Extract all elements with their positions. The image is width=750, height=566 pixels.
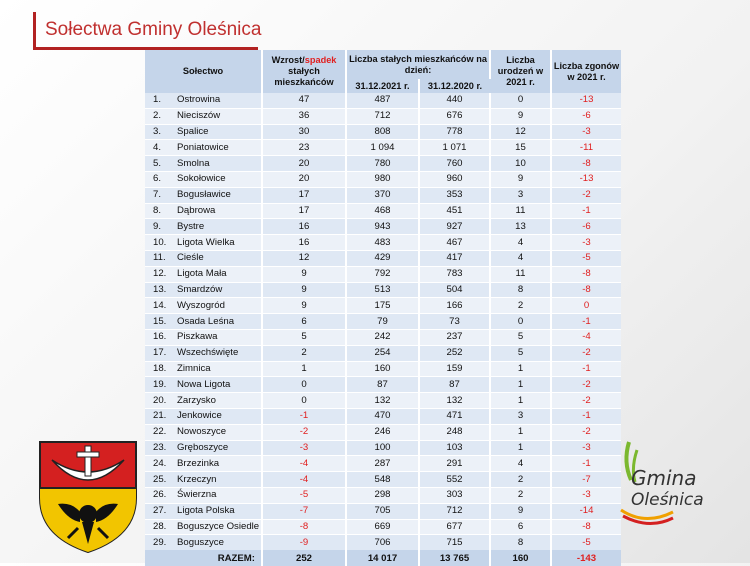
row-deaths: -2 <box>551 393 621 409</box>
row-number: 24. <box>153 457 167 469</box>
row-solectwo-cell <box>145 298 262 314</box>
row-deaths: -5 <box>551 250 621 266</box>
row-number: 5. <box>153 157 162 169</box>
table-row <box>145 519 621 535</box>
row-growth: 9 <box>262 266 346 282</box>
row-residents-2021: 780 <box>346 156 419 172</box>
row-growth: 47 <box>262 93 346 108</box>
row-deaths: -13 <box>551 93 621 108</box>
row-residents-2021: 669 <box>346 519 419 535</box>
title-frame <box>33 12 262 50</box>
row-growth: 5 <box>262 329 346 345</box>
row-deaths: -6 <box>551 108 621 124</box>
row-growth: 23 <box>262 140 346 156</box>
row-residents-2020: 1 071 <box>419 140 490 156</box>
row-residents-2021: 298 <box>346 487 419 503</box>
row-name: Krzeczyn <box>177 473 217 485</box>
row-births: 2 <box>490 472 551 488</box>
row-name: Ligota Wielka <box>177 236 235 248</box>
row-births: 4 <box>490 456 551 472</box>
row-residents-2020: 471 <box>419 408 490 424</box>
row-number: 21. <box>153 410 167 422</box>
row-number: 13. <box>153 283 167 295</box>
row-name: Piszkawa <box>177 331 218 343</box>
row-residents-2021: 132 <box>346 393 419 409</box>
table-row <box>145 377 621 393</box>
row-number: 11. <box>153 252 166 264</box>
totals-row <box>145 550 621 566</box>
row-residents-2021: 242 <box>346 329 419 345</box>
row-number: 27. <box>153 505 167 517</box>
row-name: Ligota Polska <box>177 505 235 517</box>
row-deaths: -6 <box>551 219 621 235</box>
row-births: 6 <box>490 519 551 535</box>
row-residents-2020: 676 <box>419 108 490 124</box>
row-births: 5 <box>490 329 551 345</box>
row-births: 0 <box>490 314 551 330</box>
row-growth: 12 <box>262 250 346 266</box>
table-row <box>145 108 621 124</box>
row-births: 0 <box>490 93 551 108</box>
row-name: Sokołowice <box>177 173 226 185</box>
row-name: Nowoszyce <box>177 426 227 438</box>
row-deaths: -1 <box>551 408 621 424</box>
row-residents-2020: 715 <box>419 535 490 550</box>
totals-2020: 13 765 <box>419 550 490 566</box>
row-residents-2020: 927 <box>419 219 490 235</box>
row-births: 1 <box>490 424 551 440</box>
header-date-2020: 31.12.2020 r. <box>419 79 490 93</box>
table-row <box>145 93 621 108</box>
row-deaths: -3 <box>551 235 621 251</box>
header-births: Liczba urodzeń w 2021 r. <box>490 50 551 93</box>
row-deaths: -1 <box>551 456 621 472</box>
row-name: Zimnica <box>177 362 211 374</box>
row-deaths: 0 <box>551 298 621 314</box>
row-name: Boguszyce <box>177 536 224 548</box>
row-number: 15. <box>153 315 167 327</box>
row-number: 25. <box>153 473 167 485</box>
row-births: 11 <box>490 203 551 219</box>
row-residents-2020: 166 <box>419 298 490 314</box>
row-number: 4. <box>153 141 162 153</box>
table-row <box>145 535 621 550</box>
row-name: Brzezinka <box>177 457 220 469</box>
row-growth: 16 <box>262 219 346 235</box>
table-row <box>145 187 621 203</box>
row-name: Wszechświęte <box>177 347 239 359</box>
row-residents-2020: 778 <box>419 124 490 140</box>
row-residents-2020: 417 <box>419 250 490 266</box>
table-row <box>145 250 621 266</box>
row-deaths: -8 <box>551 156 621 172</box>
row-residents-2020: 248 <box>419 424 490 440</box>
row-name: Nieciszów <box>177 110 221 122</box>
row-births: 9 <box>490 108 551 124</box>
header-growth-pre: Wzrost/ <box>271 55 305 65</box>
row-deaths: -13 <box>551 171 621 187</box>
header-date-2021: 31.12.2021 r. <box>346 79 419 93</box>
row-solectwo-cell <box>145 487 262 503</box>
totals-growth: 252 <box>262 550 346 566</box>
row-name: Nowa Ligota <box>177 378 231 390</box>
solectwa-table <box>145 50 621 566</box>
row-residents-2020: 87 <box>419 377 490 393</box>
data-table-container <box>145 50 621 564</box>
table-row <box>145 171 621 187</box>
coat-of-arms-icon <box>38 440 138 554</box>
row-growth: 30 <box>262 124 346 140</box>
logo-text-gmina: Gmina <box>631 466 697 490</box>
row-residents-2021: 287 <box>346 456 419 472</box>
totals-2021: 14 017 <box>346 550 419 566</box>
row-residents-2020: 451 <box>419 203 490 219</box>
row-residents-2021: 246 <box>346 424 419 440</box>
row-deaths: -3 <box>551 440 621 456</box>
row-births: 1 <box>490 440 551 456</box>
row-number: 12. <box>153 268 167 280</box>
row-residents-2020: 440 <box>419 93 490 108</box>
row-residents-2021: 87 <box>346 377 419 393</box>
row-number: 28. <box>153 520 167 532</box>
row-residents-2021: 160 <box>346 361 419 377</box>
row-residents-2021: 483 <box>346 235 419 251</box>
row-births: 1 <box>490 377 551 393</box>
row-name: Bystre <box>177 220 205 232</box>
table-row <box>145 235 621 251</box>
row-number: 29. <box>153 536 167 548</box>
row-births: 8 <box>490 535 551 550</box>
row-growth: 9 <box>262 282 346 298</box>
row-residents-2021: 468 <box>346 203 419 219</box>
row-number: 1. <box>153 94 162 106</box>
row-births: 5 <box>490 345 551 361</box>
row-solectwo-cell <box>145 377 262 393</box>
row-residents-2020: 291 <box>419 456 490 472</box>
row-name: Smardzów <box>177 283 223 295</box>
row-number: 2. <box>153 110 162 122</box>
row-residents-2021: 370 <box>346 187 419 203</box>
row-residents-2021: 470 <box>346 408 419 424</box>
row-deaths: -2 <box>551 345 621 361</box>
row-growth: -3 <box>262 440 346 456</box>
row-growth: -5 <box>262 487 346 503</box>
row-name: Boguszyce Osiedle <box>177 520 260 532</box>
logo-text-olesnica: Oleśnica <box>631 490 704 510</box>
row-solectwo-cell <box>145 187 262 203</box>
table-row <box>145 487 621 503</box>
row-residents-2020: 252 <box>419 345 490 361</box>
row-residents-2020: 712 <box>419 503 490 519</box>
row-number: 9. <box>153 220 162 232</box>
row-solectwo-cell <box>145 282 262 298</box>
table-row <box>145 156 621 172</box>
row-births: 3 <box>490 187 551 203</box>
row-residents-2020: 237 <box>419 329 490 345</box>
row-name: Zarzysko <box>177 394 216 406</box>
row-residents-2021: 100 <box>346 440 419 456</box>
row-name: Wyszogród <box>177 299 225 311</box>
row-name: Gręboszyce <box>177 441 229 453</box>
row-solectwo-cell <box>145 171 262 187</box>
table-row <box>145 361 621 377</box>
row-residents-2021: 487 <box>346 93 419 108</box>
row-residents-2020: 467 <box>419 235 490 251</box>
row-deaths: -1 <box>551 203 621 219</box>
row-number: 18. <box>153 362 167 374</box>
row-solectwo-cell <box>145 503 262 519</box>
table-row <box>145 140 621 156</box>
row-solectwo-cell <box>145 124 262 140</box>
table-row <box>145 124 621 140</box>
row-solectwo-cell <box>145 361 262 377</box>
row-solectwo-cell <box>145 108 262 124</box>
row-residents-2021: 513 <box>346 282 419 298</box>
row-growth: -9 <box>262 535 346 550</box>
row-deaths: -3 <box>551 487 621 503</box>
row-deaths: -2 <box>551 187 621 203</box>
row-name: Spalice <box>177 125 209 137</box>
row-growth: -7 <box>262 503 346 519</box>
row-deaths: -2 <box>551 424 621 440</box>
row-number: 23. <box>153 441 167 453</box>
row-deaths: -5 <box>551 535 621 550</box>
row-residents-2021: 79 <box>346 314 419 330</box>
row-residents-2020: 103 <box>419 440 490 456</box>
row-solectwo-cell <box>145 329 262 345</box>
row-deaths: -14 <box>551 503 621 519</box>
row-number: 14. <box>153 299 167 311</box>
row-name: Dąbrowa <box>177 204 216 216</box>
row-solectwo-cell <box>145 440 262 456</box>
row-births: 2 <box>490 298 551 314</box>
row-deaths: -7 <box>551 472 621 488</box>
row-solectwo-cell <box>145 519 262 535</box>
row-name: Jenkowice <box>177 410 222 422</box>
row-number: 6. <box>153 173 162 185</box>
row-solectwo-cell <box>145 140 262 156</box>
table-row <box>145 424 621 440</box>
row-deaths: -8 <box>551 266 621 282</box>
header-deaths: Liczba zgonów w 2021 r. <box>551 50 621 93</box>
gmina-logo <box>615 440 730 530</box>
table-row <box>145 266 621 282</box>
row-births: 15 <box>490 140 551 156</box>
row-name: Poniatowice <box>177 141 229 153</box>
row-deaths: -8 <box>551 519 621 535</box>
row-growth: 20 <box>262 171 346 187</box>
row-births: 9 <box>490 171 551 187</box>
row-residents-2020: 73 <box>419 314 490 330</box>
header-solectwo: Sołectwo <box>145 50 262 93</box>
row-deaths: -1 <box>551 314 621 330</box>
row-number: 3. <box>153 125 162 137</box>
row-number: 7. <box>153 189 162 201</box>
table-row <box>145 393 621 409</box>
row-residents-2020: 353 <box>419 187 490 203</box>
row-name: Świerzna <box>177 489 217 501</box>
row-growth: -2 <box>262 424 346 440</box>
row-deaths: -4 <box>551 329 621 345</box>
row-number: 10. <box>153 236 167 248</box>
header-residents-group: Liczba stałych mieszkańców na dzień: <box>346 50 490 79</box>
row-births: 11 <box>490 266 551 282</box>
page-title: Sołectwa Gminy Oleśnica <box>45 19 262 40</box>
row-residents-2020: 552 <box>419 472 490 488</box>
row-births: 4 <box>490 235 551 251</box>
row-name: Ostrowina <box>177 94 221 106</box>
table-row <box>145 408 621 424</box>
row-residents-2021: 792 <box>346 266 419 282</box>
row-solectwo-cell <box>145 156 262 172</box>
header-growth-post: stałych mieszkańców <box>274 66 334 87</box>
row-growth: -1 <box>262 408 346 424</box>
row-births: 10 <box>490 156 551 172</box>
row-growth: 6 <box>262 314 346 330</box>
table-row <box>145 329 621 345</box>
row-births: 8 <box>490 282 551 298</box>
row-residents-2021: 705 <box>346 503 419 519</box>
table-body <box>145 93 621 550</box>
row-growth: 0 <box>262 377 346 393</box>
row-growth: -8 <box>262 519 346 535</box>
row-solectwo-cell <box>145 266 262 282</box>
row-solectwo-cell <box>145 535 262 550</box>
table-row <box>145 298 621 314</box>
table-row <box>145 345 621 361</box>
row-residents-2021: 1 094 <box>346 140 419 156</box>
row-residents-2020: 677 <box>419 519 490 535</box>
row-solectwo-cell <box>145 250 262 266</box>
row-name: Smolna <box>177 157 210 169</box>
row-number: 20. <box>153 394 167 406</box>
row-residents-2021: 980 <box>346 171 419 187</box>
row-deaths: -2 <box>551 377 621 393</box>
row-births: 1 <box>490 393 551 409</box>
row-solectwo-cell <box>145 456 262 472</box>
row-name: Bogusławice <box>177 189 231 201</box>
row-residents-2021: 429 <box>346 250 419 266</box>
row-number: 19. <box>153 378 167 390</box>
row-deaths: -3 <box>551 124 621 140</box>
row-growth: -4 <box>262 472 346 488</box>
row-solectwo-cell <box>145 424 262 440</box>
row-number: 8. <box>153 204 162 216</box>
table-row <box>145 203 621 219</box>
row-deaths: -1 <box>551 361 621 377</box>
table-row <box>145 472 621 488</box>
row-residents-2020: 303 <box>419 487 490 503</box>
row-solectwo-cell <box>145 203 262 219</box>
row-births: 9 <box>490 503 551 519</box>
table-row <box>145 456 621 472</box>
row-number: 26. <box>153 489 167 501</box>
row-growth: 17 <box>262 203 346 219</box>
row-residents-2020: 760 <box>419 156 490 172</box>
row-births: 12 <box>490 124 551 140</box>
row-solectwo-cell <box>145 472 262 488</box>
header-growth-red: spadek <box>304 55 337 65</box>
row-births: 4 <box>490 250 551 266</box>
row-births: 1 <box>490 361 551 377</box>
row-solectwo-cell <box>145 93 262 108</box>
row-births: 13 <box>490 219 551 235</box>
row-residents-2021: 548 <box>346 472 419 488</box>
table-row <box>145 503 621 519</box>
totals-births: 160 <box>490 550 551 566</box>
row-number: 16. <box>153 331 167 343</box>
row-growth: 9 <box>262 298 346 314</box>
row-residents-2021: 808 <box>346 124 419 140</box>
row-growth: 1 <box>262 361 346 377</box>
row-growth: 36 <box>262 108 346 124</box>
row-residents-2020: 504 <box>419 282 490 298</box>
row-residents-2021: 706 <box>346 535 419 550</box>
row-name: Ligota Mała <box>177 268 227 280</box>
row-solectwo-cell <box>145 219 262 235</box>
row-deaths: -11 <box>551 140 621 156</box>
header-growth <box>262 50 346 93</box>
row-residents-2021: 175 <box>346 298 419 314</box>
row-growth: 0 <box>262 393 346 409</box>
totals-label: RAZEM: <box>145 550 262 566</box>
row-solectwo-cell <box>145 235 262 251</box>
row-growth: -4 <box>262 456 346 472</box>
row-name: Osada Leśna <box>177 315 235 327</box>
row-residents-2021: 254 <box>346 345 419 361</box>
row-residents-2020: 960 <box>419 171 490 187</box>
row-residents-2020: 159 <box>419 361 490 377</box>
row-solectwo-cell <box>145 393 262 409</box>
table-row <box>145 314 621 330</box>
totals-deaths: -143 <box>551 550 621 566</box>
row-births: 3 <box>490 408 551 424</box>
row-growth: 16 <box>262 235 346 251</box>
table-row <box>145 440 621 456</box>
row-residents-2020: 783 <box>419 266 490 282</box>
row-births: 2 <box>490 487 551 503</box>
table-row <box>145 219 621 235</box>
row-residents-2021: 712 <box>346 108 419 124</box>
row-residents-2021: 943 <box>346 219 419 235</box>
row-number: 17. <box>153 347 167 359</box>
row-number: 22. <box>153 426 167 438</box>
table-row <box>145 282 621 298</box>
row-deaths: -8 <box>551 282 621 298</box>
row-growth: 20 <box>262 156 346 172</box>
row-name: Cieśle <box>177 252 204 264</box>
row-solectwo-cell <box>145 408 262 424</box>
row-growth: 17 <box>262 187 346 203</box>
row-residents-2020: 132 <box>419 393 490 409</box>
row-solectwo-cell <box>145 314 262 330</box>
row-solectwo-cell <box>145 345 262 361</box>
row-growth: 2 <box>262 345 346 361</box>
